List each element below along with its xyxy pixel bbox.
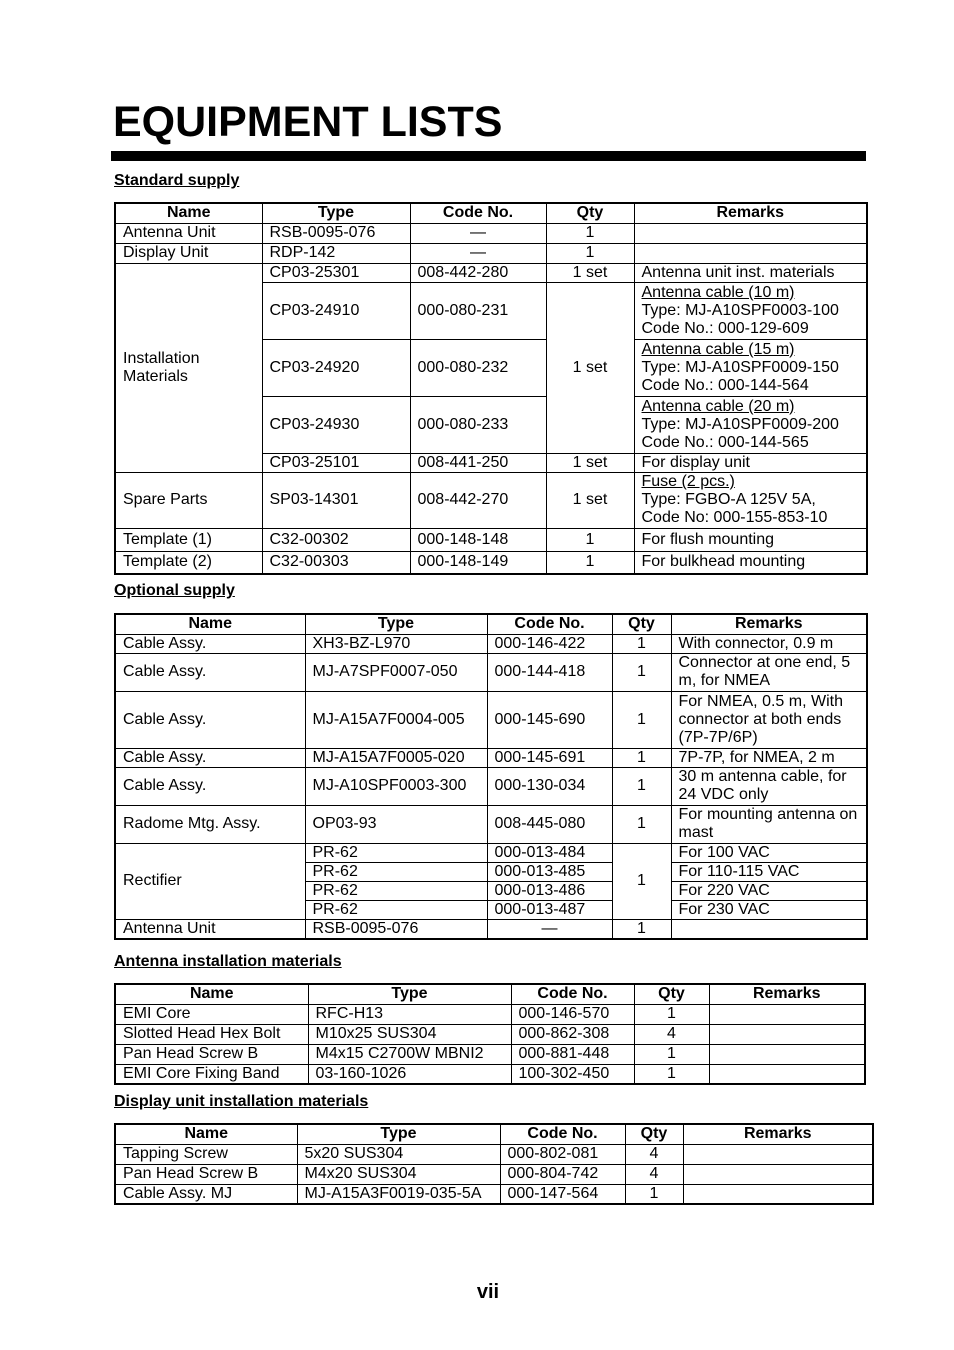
cell-type: MJ-A15A7F0005-020 bbox=[305, 748, 487, 767]
col-header: Type bbox=[262, 203, 410, 223]
cell-remarks bbox=[671, 919, 867, 939]
cell-qty: 1 set bbox=[546, 282, 634, 453]
col-header: Qty bbox=[612, 614, 671, 634]
cell-qty: 1 bbox=[546, 243, 634, 263]
cell-type: M10x25 SUS304 bbox=[308, 1024, 511, 1044]
cell-code: 000-130-034 bbox=[487, 767, 612, 805]
table-row bbox=[115, 1184, 873, 1204]
cell-code: 000-146-570 bbox=[511, 1004, 634, 1024]
col-header: Code No. bbox=[500, 1124, 625, 1144]
cell-remarks: With connector, 0.9 m bbox=[671, 634, 867, 653]
cell-name: Cable Assy. bbox=[115, 634, 305, 653]
cell-qty: 1 bbox=[546, 223, 634, 243]
cell-code: 008-441-250 bbox=[410, 453, 546, 472]
table-header-row bbox=[115, 614, 867, 634]
cell-qty: 1 set bbox=[546, 453, 634, 472]
cell-code: 000-013-484 bbox=[487, 843, 612, 862]
cell-qty: 1 bbox=[612, 843, 671, 919]
table-row bbox=[115, 1024, 865, 1044]
cell-remarks bbox=[709, 1004, 865, 1024]
table-header-row bbox=[115, 984, 865, 1004]
cell-code: 008-445-080 bbox=[487, 805, 612, 843]
cell-code: 000-148-148 bbox=[410, 528, 546, 551]
remark-line: Antenna cable (15 m) bbox=[641, 340, 795, 358]
cell-code: 000-013-487 bbox=[487, 900, 612, 919]
col-header: Remarks bbox=[671, 614, 867, 634]
cell-code: — bbox=[410, 243, 546, 263]
table-row bbox=[115, 634, 867, 653]
optional-supply-heading: Optional supply bbox=[114, 582, 235, 599]
cell-type: PR-62 bbox=[305, 900, 487, 919]
cell-code: 100-302-450 bbox=[511, 1064, 634, 1084]
table-row bbox=[115, 551, 867, 574]
table-row bbox=[115, 843, 867, 862]
cell-qty: 4 bbox=[625, 1144, 683, 1164]
title-rule bbox=[111, 151, 866, 161]
cell-qty: 1 set bbox=[546, 472, 634, 528]
cell-remarks: For 230 VAC bbox=[671, 900, 867, 919]
cell-code: — bbox=[410, 223, 546, 243]
table-row bbox=[115, 472, 867, 528]
cell-remarks: Connector at one end, 5 m, for NMEA bbox=[671, 653, 867, 691]
cell-type: XH3-BZ-L970 bbox=[305, 634, 487, 653]
col-header: Code No. bbox=[511, 984, 634, 1004]
cell-type: RSB-0095-076 bbox=[305, 919, 487, 939]
cell-remarks: 7P-7P, for NMEA, 2 m bbox=[671, 748, 867, 767]
cell-name: Spare Parts bbox=[115, 472, 262, 528]
cell-code: 008-442-280 bbox=[410, 263, 546, 282]
col-header: Type bbox=[305, 614, 487, 634]
optional-supply-table bbox=[114, 613, 868, 940]
table-row bbox=[115, 1164, 873, 1184]
remark-line: Type: MJ-A10SPF0009-150 bbox=[641, 358, 839, 376]
cell-code: 000-013-486 bbox=[487, 881, 612, 900]
cell-code: 000-080-231 bbox=[410, 282, 546, 339]
table-row bbox=[115, 223, 867, 243]
col-header: Name bbox=[115, 614, 305, 634]
cell-code: 000-862-308 bbox=[511, 1024, 634, 1044]
page-number: vii bbox=[476, 1281, 500, 1303]
cell-type: CP03-25101 bbox=[262, 453, 410, 472]
cell-remarks: For mounting antenna on mast bbox=[671, 805, 867, 843]
cell-qty: 1 bbox=[634, 1044, 709, 1064]
cell-name: Cable Assy. bbox=[115, 748, 305, 767]
cell-type: CP03-24930 bbox=[262, 396, 410, 453]
cell-name: Template (1) bbox=[115, 528, 262, 551]
table-row bbox=[115, 1004, 865, 1024]
cell-qty: 1 bbox=[546, 551, 634, 574]
cell-type: MJ-A15A7F0004-005 bbox=[305, 691, 487, 748]
cell-qty: 1 bbox=[612, 805, 671, 843]
cell-type: PR-62 bbox=[305, 881, 487, 900]
cell-remarks bbox=[634, 243, 867, 263]
cell-remarks bbox=[683, 1184, 873, 1204]
col-header: Code No. bbox=[410, 203, 546, 223]
cell-type: CP03-24920 bbox=[262, 339, 410, 396]
cell-name: EMI Core Fixing Band bbox=[115, 1064, 308, 1084]
table-row bbox=[115, 243, 867, 263]
cell-name: Installation Materials bbox=[115, 263, 262, 472]
table-row bbox=[115, 1144, 873, 1164]
cell-remarks bbox=[709, 1064, 865, 1084]
table-row bbox=[115, 263, 867, 282]
cell-code: 000-146-422 bbox=[487, 634, 612, 653]
col-header: Qty bbox=[634, 984, 709, 1004]
col-header: Remarks bbox=[634, 203, 867, 223]
col-header: Type bbox=[297, 1124, 500, 1144]
cell-remarks bbox=[683, 1164, 873, 1184]
table-row bbox=[115, 528, 867, 551]
cell-type: CP03-25301 bbox=[262, 263, 410, 282]
remark-line: Fuse (2 pcs.) bbox=[641, 473, 735, 490]
cell-type: RSB-0095-076 bbox=[262, 223, 410, 243]
cell-type: 03-160-1026 bbox=[308, 1064, 511, 1084]
cell-name: EMI Core bbox=[115, 1004, 308, 1024]
remark-line: Code No: 000-155-853-10 bbox=[641, 509, 828, 526]
col-header: Name bbox=[115, 203, 262, 223]
display-installation-heading: Display unit installation materials bbox=[114, 1093, 369, 1110]
antenna-installation-table bbox=[114, 983, 866, 1085]
cell-code: 000-080-232 bbox=[410, 339, 546, 396]
cell-qty: 1 bbox=[612, 919, 671, 939]
cell-type: 5x20 SUS304 bbox=[297, 1144, 500, 1164]
cell-remarks: For bulkhead mounting bbox=[634, 551, 867, 574]
cell-type: M4x15 C2700W MBNI2 bbox=[308, 1044, 511, 1064]
remark-line: Code No.: 000-144-564 bbox=[641, 376, 809, 394]
cell-name: Template (2) bbox=[115, 551, 262, 574]
cell-type: M4x20 SUS304 bbox=[297, 1164, 500, 1184]
table-row bbox=[115, 748, 867, 767]
cell-qty: 1 bbox=[612, 653, 671, 691]
cell-name: Rectifier bbox=[115, 843, 305, 919]
cell-qty: 1 bbox=[625, 1184, 683, 1204]
cell-type: C32-00302 bbox=[262, 528, 410, 551]
antenna-installation-heading: Antenna installation materials bbox=[114, 953, 342, 970]
cell-code: 000-145-690 bbox=[487, 691, 612, 748]
table-row bbox=[115, 1044, 865, 1064]
cell-type: RFC-H13 bbox=[308, 1004, 511, 1024]
cell-qty: 4 bbox=[634, 1024, 709, 1044]
cell-type: RDP-142 bbox=[262, 243, 410, 263]
cell-type: PR-62 bbox=[305, 862, 487, 881]
table-row bbox=[115, 919, 867, 939]
cell-type: C32-00303 bbox=[262, 551, 410, 574]
standard-supply-table bbox=[114, 202, 868, 575]
table-row bbox=[115, 653, 867, 691]
col-header: Code No. bbox=[487, 614, 612, 634]
cell-type: OP03-93 bbox=[305, 805, 487, 843]
cell-code: 000-148-149 bbox=[410, 551, 546, 574]
cell-type: MJ-A7SPF0007-050 bbox=[305, 653, 487, 691]
remark-line: Antenna cable (20 m) bbox=[641, 397, 795, 415]
col-header: Qty bbox=[546, 203, 634, 223]
cell-remarks: For display unit bbox=[634, 453, 867, 472]
page-title: EQUIPMENT LISTS bbox=[113, 98, 503, 146]
cell-code: 000-881-448 bbox=[511, 1044, 634, 1064]
cell-name: Antenna Unit bbox=[115, 919, 305, 939]
cell-remarks: For NMEA, 0.5 m, With connector at both ends (7P-7P/6P) bbox=[671, 691, 867, 748]
cell-code: 000-013-485 bbox=[487, 862, 612, 881]
remark-line: Type: MJ-A10SPF0009-200 bbox=[641, 415, 839, 433]
table-row bbox=[115, 805, 867, 843]
table-header-row bbox=[115, 1124, 873, 1144]
remark-line: Type: MJ-A10SPF0003-100 bbox=[641, 301, 839, 319]
table-row bbox=[115, 1064, 865, 1084]
display-installation-table bbox=[114, 1123, 874, 1205]
cell-remarks: 30 m antenna cable, for 24 VDC only bbox=[671, 767, 867, 805]
cell-remarks bbox=[683, 1144, 873, 1164]
cell-name: Display Unit bbox=[115, 243, 262, 263]
cell-code: 000-804-742 bbox=[500, 1164, 625, 1184]
cell-qty: 1 bbox=[634, 1004, 709, 1024]
cell-qty: 1 bbox=[634, 1064, 709, 1084]
cell-code: 000-147-564 bbox=[500, 1184, 625, 1204]
cell-qty: 4 bbox=[625, 1164, 683, 1184]
cell-remarks bbox=[634, 282, 867, 339]
cell-code: — bbox=[487, 919, 612, 939]
cell-qty: 1 bbox=[612, 748, 671, 767]
cell-code: 000-802-081 bbox=[500, 1144, 625, 1164]
cell-name: Pan Head Screw B bbox=[115, 1044, 308, 1064]
cell-remarks bbox=[709, 1024, 865, 1044]
col-header: Remarks bbox=[683, 1124, 873, 1144]
cell-type: PR-62 bbox=[305, 843, 487, 862]
cell-qty: 1 bbox=[612, 634, 671, 653]
cell-remarks: For 100 VAC bbox=[671, 843, 867, 862]
table-header-row bbox=[115, 203, 867, 223]
cell-remarks bbox=[634, 339, 867, 396]
cell-type: CP03-24910 bbox=[262, 282, 410, 339]
cell-qty: 1 bbox=[546, 528, 634, 551]
cell-type: SP03-14301 bbox=[262, 472, 410, 528]
cell-name: Tapping Screw bbox=[115, 1144, 297, 1164]
cell-remarks: For 110-115 VAC bbox=[671, 862, 867, 881]
cell-code: 008-442-270 bbox=[410, 472, 546, 528]
col-header: Name bbox=[115, 1124, 297, 1144]
cell-code: 000-080-233 bbox=[410, 396, 546, 453]
cell-name: Slotted Head Hex Bolt bbox=[115, 1024, 308, 1044]
cell-qty: 1 bbox=[612, 691, 671, 748]
cell-code: 000-144-418 bbox=[487, 653, 612, 691]
cell-code: 000-145-691 bbox=[487, 748, 612, 767]
table-row bbox=[115, 691, 867, 748]
col-header: Qty bbox=[625, 1124, 683, 1144]
cell-remarks: For flush mounting bbox=[634, 528, 867, 551]
remark-line: Antenna cable (10 m) bbox=[641, 283, 795, 301]
cell-name: Cable Assy. bbox=[115, 767, 305, 805]
remark-line: Type: FGBO-A 125V 5A, bbox=[641, 491, 816, 508]
cell-remarks bbox=[634, 223, 867, 243]
cell-name: Cable Assy. bbox=[115, 653, 305, 691]
col-header: Name bbox=[115, 984, 308, 1004]
cell-name: Cable Assy. MJ bbox=[115, 1184, 297, 1204]
remark-line: Code No.: 000-129-609 bbox=[641, 319, 809, 337]
cell-remarks: Antenna unit inst. materials bbox=[634, 263, 867, 282]
cell-remarks bbox=[709, 1044, 865, 1064]
cell-name: Antenna Unit bbox=[115, 223, 262, 243]
cell-name: Pan Head Screw B bbox=[115, 1164, 297, 1184]
cell-name: Radome Mtg. Assy. bbox=[115, 805, 305, 843]
cell-type: MJ-A15A3F0019-035-5A bbox=[297, 1184, 500, 1204]
cell-type: MJ-A10SPF0003-300 bbox=[305, 767, 487, 805]
col-header: Type bbox=[308, 984, 511, 1004]
cell-name: Cable Assy. bbox=[115, 691, 305, 748]
standard-supply-heading: Standard supply bbox=[114, 172, 240, 189]
remark-line: Code No.: 000-144-565 bbox=[641, 433, 809, 451]
col-header: Remarks bbox=[709, 984, 865, 1004]
cell-remarks bbox=[634, 472, 867, 528]
cell-qty: 1 bbox=[612, 767, 671, 805]
table-row bbox=[115, 767, 867, 805]
cell-remarks bbox=[634, 396, 867, 453]
cell-qty: 1 set bbox=[546, 263, 634, 282]
cell-remarks: For 220 VAC bbox=[671, 881, 867, 900]
